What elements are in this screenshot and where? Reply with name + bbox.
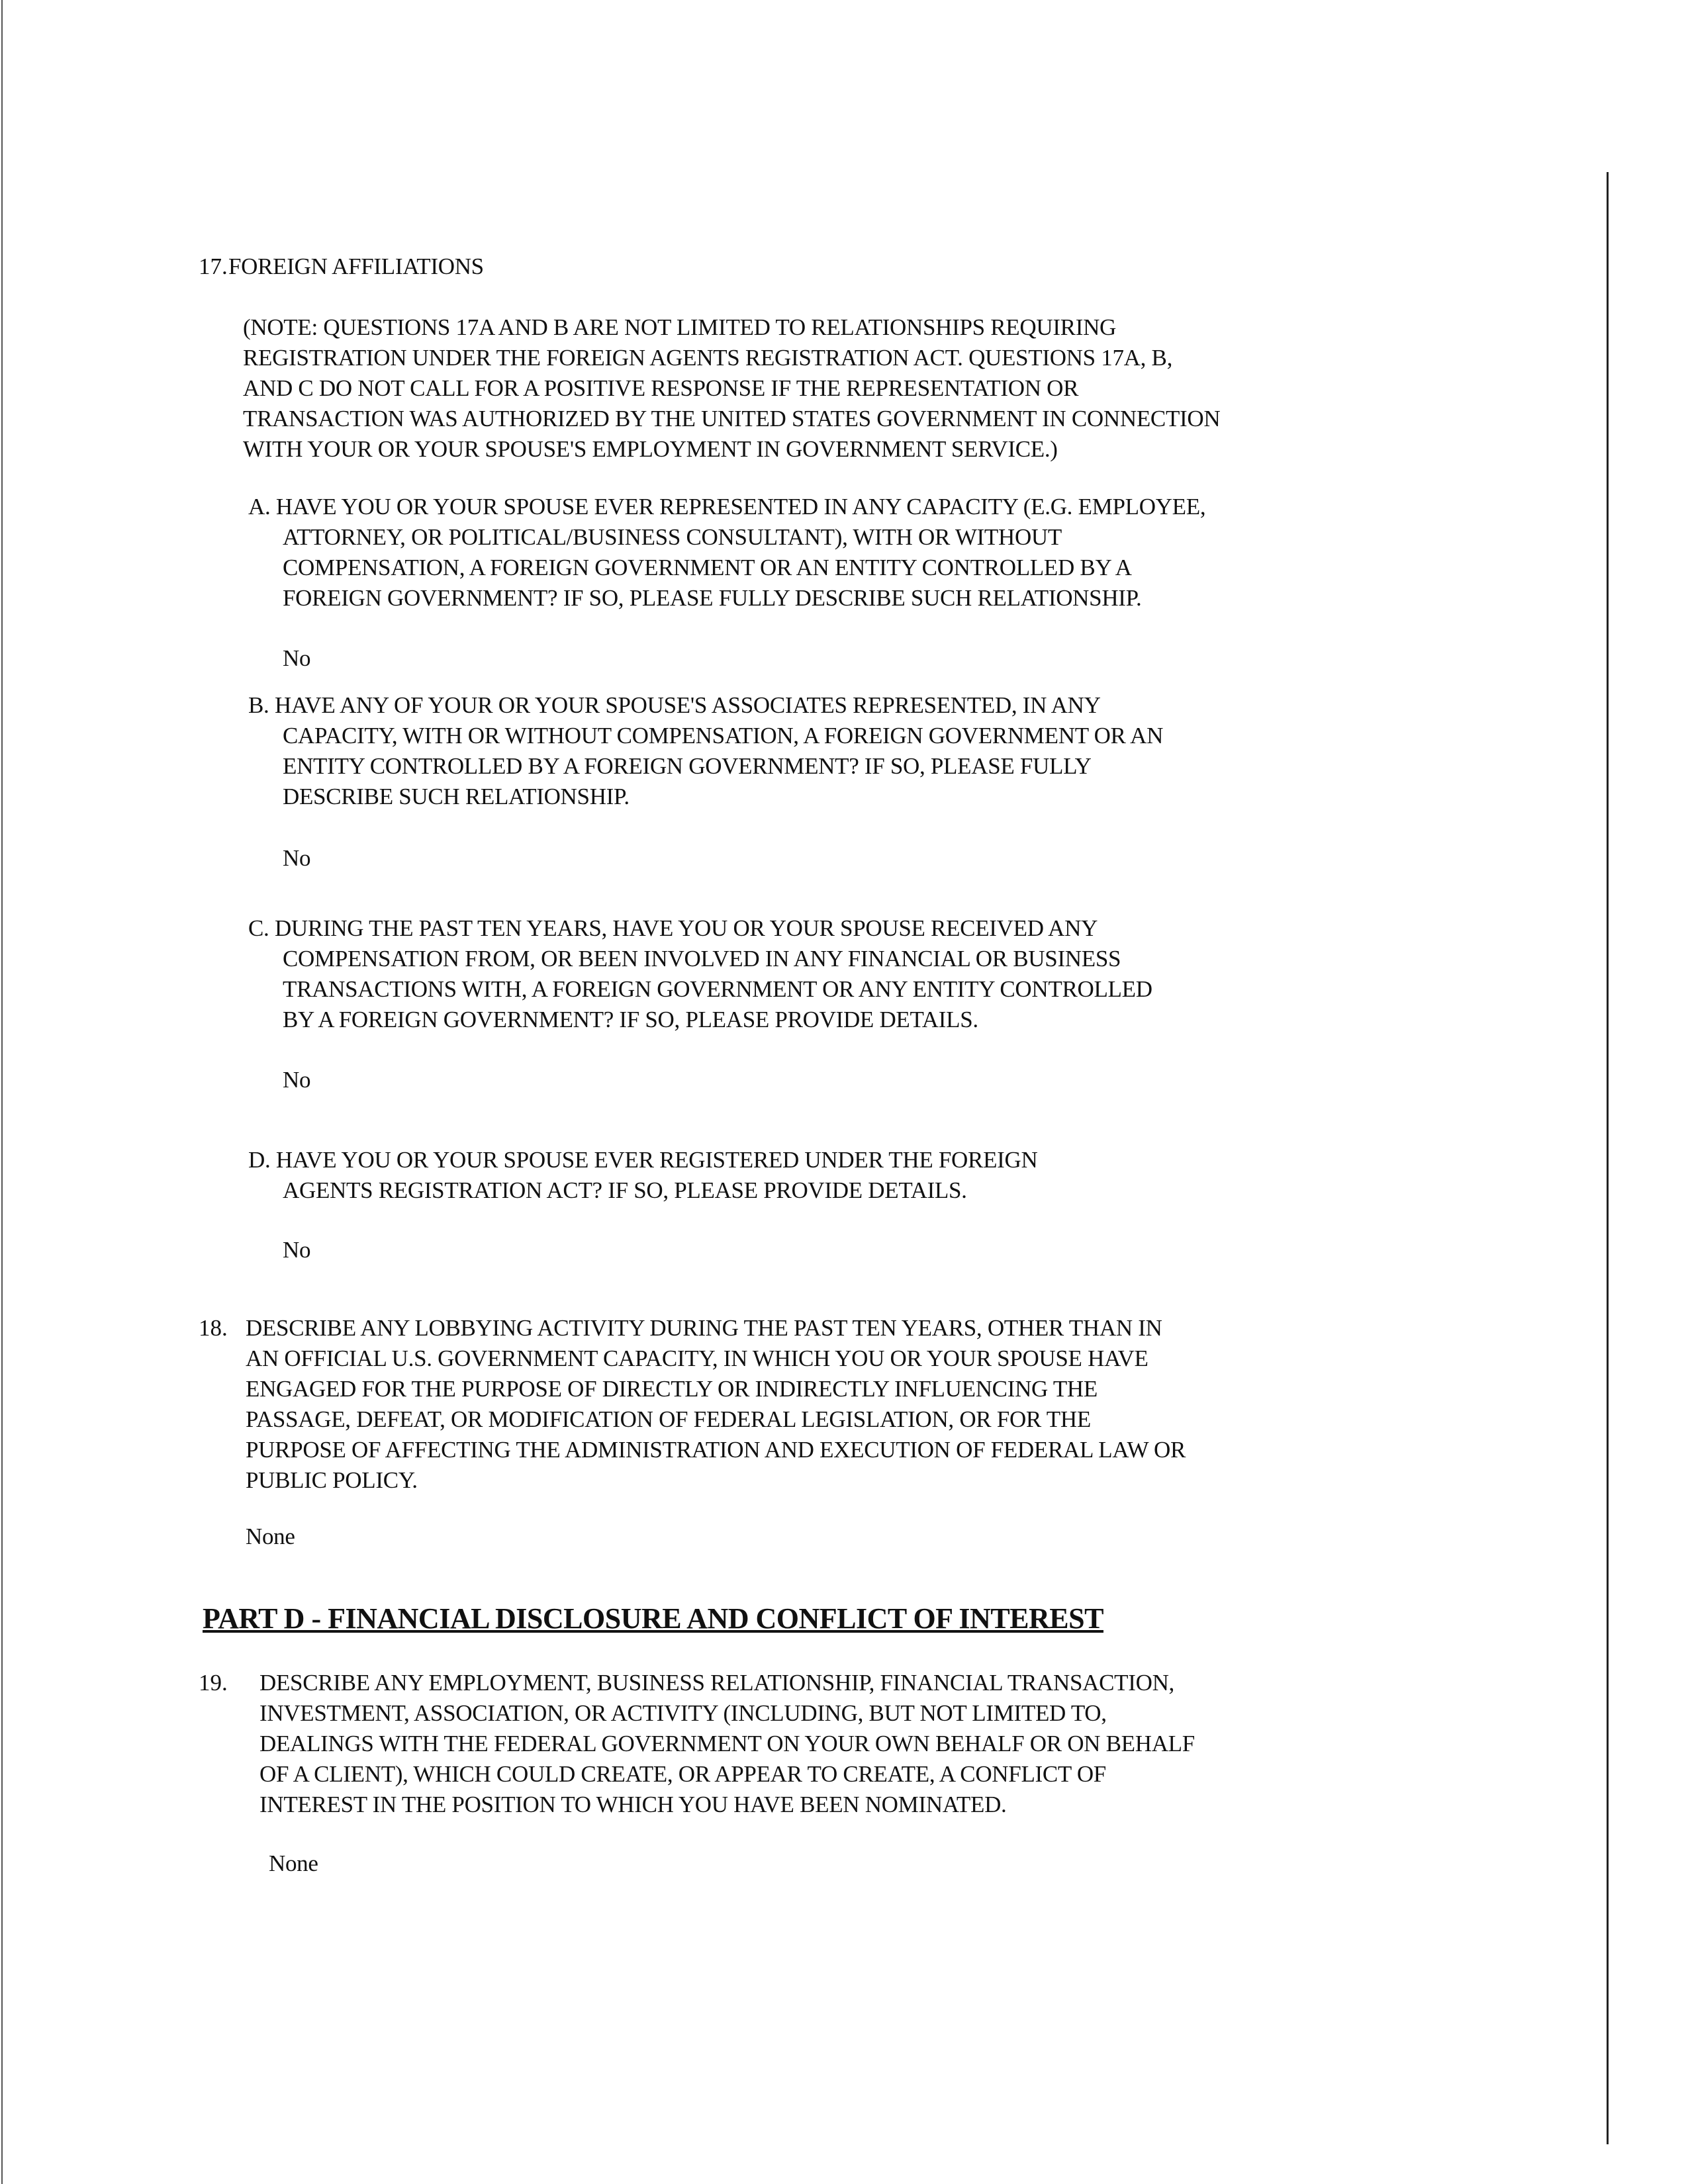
question-line: INTEREST IN THE POSITION TO WHICH YOU HAVE BEEN NOMINATED.: [259, 1792, 1007, 1817]
answer-18: None: [246, 1524, 295, 1549]
question-line: D. HAVE YOU OR YOUR SPOUSE EVER REGISTERED UNDER THE FOREIGN: [248, 1147, 1038, 1173]
question-line: DESCRIBE ANY LOBBYING ACTIVITY DURING THE PAST TEN YEARS, OTHER THAN IN: [246, 1315, 1162, 1341]
question-line: OF A CLIENT), WHICH COULD CREATE, OR APPEAR TO CREATE, A CONFLICT OF: [259, 1761, 1106, 1787]
note-line: TRANSACTION WAS AUTHORIZED BY THE UNITED STATES GOVERNMENT IN CONNECTION: [243, 406, 1221, 432]
question-line: COMPENSATION FROM, OR BEEN INVOLVED IN ANY FINANCIAL OR BUSINESS: [283, 946, 1121, 972]
question-line: BY A FOREIGN GOVERNMENT? IF SO, PLEASE PROVIDE DETAILS.: [283, 1007, 978, 1032]
question-line: COMPENSATION, A FOREIGN GOVERNMENT OR AN ENTITY CONTROLLED BY A: [283, 555, 1132, 580]
question-line: INVESTMENT, ASSOCIATION, OR ACTIVITY (INCLUDING, BUT NOT LIMITED TO,: [259, 1700, 1107, 1726]
question-17-number: 17.: [199, 253, 228, 279]
question-line: B. HAVE ANY OF YOUR OR YOUR SPOUSE'S ASSOCIATES REPRESENTED, IN ANY: [248, 692, 1101, 718]
question-line: TRANSACTIONS WITH, A FOREIGN GOVERNMENT OR ANY ENTITY CONTROLLED: [283, 976, 1152, 1002]
answer-19: None: [269, 1850, 318, 1876]
page-edge-line: [1, 0, 3, 2184]
part-d-heading: PART D - FINANCIAL DISCLOSURE AND CONFLICT OF INTEREST: [203, 1602, 1103, 1635]
question-line: DESCRIBE ANY EMPLOYMENT, BUSINESS RELATIONSHIP, FINANCIAL TRANSACTION,: [259, 1670, 1175, 1696]
note-line: AND C DO NOT CALL FOR A POSITIVE RESPONSE IF THE REPRESENTATION OR: [243, 375, 1079, 401]
question-17c: [248, 913, 1152, 1035]
question-line: AN OFFICIAL U.S. GOVERNMENT CAPACITY, IN WHICH YOU OR YOUR SPOUSE HAVE: [246, 1345, 1149, 1371]
question-line: DEALINGS WITH THE FEDERAL GOVERNMENT ON YOUR OWN BEHALF OR ON BEHALF: [259, 1731, 1195, 1756]
question-line: AGENTS REGISTRATION ACT? IF SO, PLEASE PROVIDE DETAILS.: [283, 1177, 967, 1203]
answer-17b: No: [283, 845, 311, 871]
scan-margin-line: [1607, 172, 1609, 2144]
question-line: CAPACITY, WITH OR WITHOUT COMPENSATION, A FOREIGN GOVERNMENT OR AN: [283, 723, 1164, 749]
note-line: REGISTRATION UNDER THE FOREIGN AGENTS REGISTRATION ACT. QUESTIONS 17A, B,: [243, 345, 1173, 371]
question-19: [259, 1668, 1195, 1820]
question-line: ENTITY CONTROLLED BY A FOREIGN GOVERNMENT? IF SO, PLEASE FULLY: [283, 753, 1092, 779]
question-18: [246, 1313, 1186, 1496]
question-19-number: 19.: [199, 1670, 228, 1696]
answer-17a: No: [283, 645, 311, 671]
question-17d: [248, 1145, 1037, 1206]
question-17-note: [243, 312, 1220, 465]
question-line: ENGAGED FOR THE PURPOSE OF DIRECTLY OR INDIRECTLY INFLUENCING THE: [246, 1376, 1098, 1402]
question-line: PURPOSE OF AFFECTING THE ADMINISTRATION AND EXECUTION OF FEDERAL LAW OR: [246, 1437, 1186, 1463]
question-line: FOREIGN GOVERNMENT? IF SO, PLEASE FULLY DESCRIBE SUCH RELATIONSHIP.: [283, 585, 1142, 611]
question-line: ATTORNEY, OR POLITICAL/BUSINESS CONSULTANT), WITH OR WITHOUT: [283, 524, 1062, 550]
question-line: PUBLIC POLICY.: [246, 1467, 418, 1493]
answer-17d: No: [283, 1237, 311, 1263]
question-17-title: FOREIGN AFFILIATIONS: [228, 253, 484, 279]
answer-17c: No: [283, 1067, 311, 1093]
question-17b: [248, 690, 1163, 812]
question-line: DESCRIBE SUCH RELATIONSHIP.: [283, 784, 630, 809]
note-line: WITH YOUR OR YOUR SPOUSE'S EMPLOYMENT IN GOVERNMENT SERVICE.): [243, 436, 1058, 462]
question-line: C. DURING THE PAST TEN YEARS, HAVE YOU OR YOUR SPOUSE RECEIVED ANY: [248, 915, 1098, 941]
note-line: (NOTE: QUESTIONS 17A AND B ARE NOT LIMITED TO RELATIONSHIPS REQUIRING: [243, 314, 1117, 340]
question-17a: [248, 492, 1205, 614]
question-line: PASSAGE, DEFEAT, OR MODIFICATION OF FEDERAL LEGISLATION, OR FOR THE: [246, 1406, 1091, 1432]
question-18-number: 18.: [199, 1315, 228, 1341]
question-line: A. HAVE YOU OR YOUR SPOUSE EVER REPRESENTED IN ANY CAPACITY (E.G. EMPLOYEE,: [248, 494, 1206, 520]
